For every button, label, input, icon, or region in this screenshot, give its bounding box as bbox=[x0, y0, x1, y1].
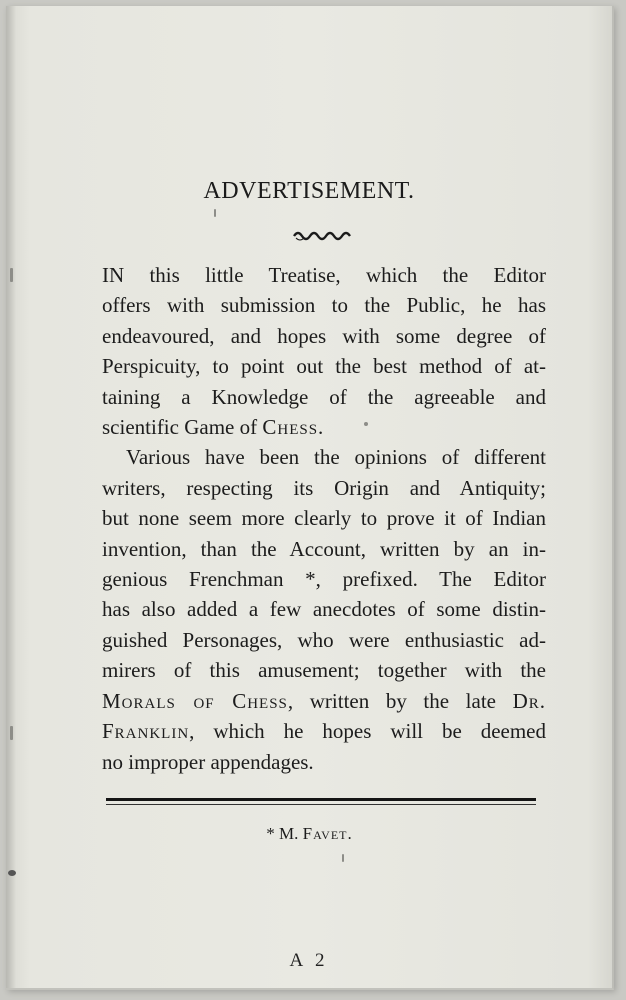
text-segment: . bbox=[318, 415, 324, 440]
wavy-ornament-icon bbox=[292, 228, 352, 244]
thin-rule bbox=[106, 804, 536, 805]
small-caps-word: Franklin bbox=[102, 719, 190, 744]
text-line bbox=[102, 412, 546, 442]
paper-speck bbox=[10, 268, 13, 282]
text-line: mirers of this amusement; together with the bbox=[102, 658, 546, 683]
footnote-name: Favet bbox=[302, 824, 348, 843]
text-segment: , written by the late bbox=[287, 688, 513, 713]
paper-speck bbox=[364, 422, 368, 426]
paper-speck bbox=[8, 870, 16, 876]
page-title: ADVERTISEMENT. bbox=[203, 178, 415, 204]
footnote-text: . bbox=[347, 824, 352, 843]
advertisement-body bbox=[102, 260, 546, 777]
text-line: no improper appendages. bbox=[102, 749, 314, 774]
text-line: Perspicuity, to point out the best method of at- bbox=[102, 354, 546, 379]
text-line: endeavoured, and hopes with some degree of bbox=[102, 323, 546, 348]
text-segment: , which he hopes will be deemed bbox=[189, 719, 546, 744]
printer-signature: A 2 bbox=[289, 950, 329, 971]
text-segment: scientific Game of bbox=[102, 415, 263, 440]
text-line: guished Personages, who were enthusiastic ad- bbox=[102, 627, 546, 652]
footnote-mark: * bbox=[266, 824, 275, 843]
text-line bbox=[102, 716, 546, 746]
small-caps-word: Chess bbox=[262, 415, 319, 440]
small-caps-phrase: Morals of Chess bbox=[102, 688, 288, 713]
small-caps-word: Dr. bbox=[512, 688, 546, 713]
text-line: has also added a few anecdotes of some distin- bbox=[102, 597, 546, 622]
text-line: offers with submission to the Public, he has bbox=[102, 293, 546, 318]
paper-speck bbox=[214, 209, 216, 217]
text-line: writers, respecting its Origin and Antiquity; bbox=[102, 475, 546, 500]
thick-rule bbox=[106, 798, 536, 801]
text-line: taining a Knowledge of the agreeable and bbox=[102, 384, 546, 409]
text-line: IN this little Treatise, which the Editor bbox=[102, 263, 546, 287]
text-line: Various have been the opinions of different bbox=[126, 445, 546, 470]
text-line: invention, than the Account, written by an in- bbox=[102, 536, 546, 561]
text-line: but none seem more clearly to prove it of Indian bbox=[102, 506, 546, 531]
double-rule-divider bbox=[106, 798, 536, 806]
footnote bbox=[6, 824, 612, 844]
text-line: genious Frenchman *, prefixed. The Editor bbox=[102, 567, 546, 592]
text-line bbox=[102, 686, 546, 716]
book-page bbox=[6, 6, 614, 990]
paper-speck bbox=[10, 726, 13, 740]
paper-speck bbox=[342, 854, 344, 862]
footnote-text: M. bbox=[274, 824, 303, 843]
